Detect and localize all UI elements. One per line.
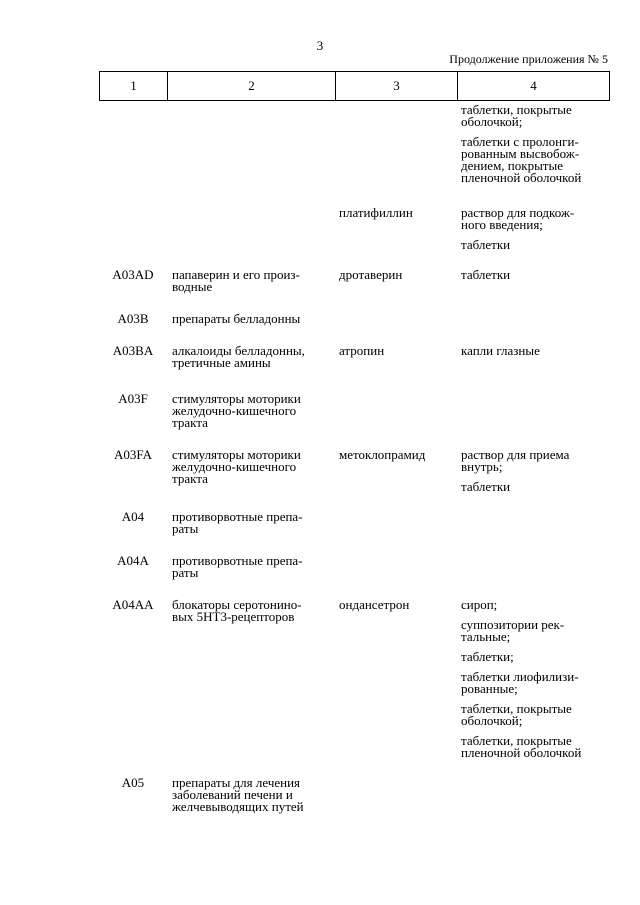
text-line: суппозитории рек- bbox=[461, 617, 565, 632]
atc-code: A03F bbox=[118, 391, 148, 406]
text-line: третичные амины bbox=[172, 355, 271, 370]
page-number: 3 bbox=[316, 38, 324, 53]
text-line: таблетки bbox=[461, 237, 511, 252]
text-line: противорвотные препа- bbox=[172, 509, 303, 524]
text-line: алкалоиды белладонны, bbox=[172, 343, 305, 358]
text-line: желудочно-кишечного bbox=[172, 459, 297, 474]
column-header-row bbox=[100, 72, 610, 101]
text-line: стимуляторы моторики bbox=[172, 391, 301, 406]
dosage-form-entry bbox=[461, 104, 611, 128]
dosage-form-entry bbox=[461, 599, 611, 611]
dosage-form-entry bbox=[461, 449, 611, 473]
text-line: таблетки; bbox=[461, 649, 514, 664]
text-line: оболочкой; bbox=[461, 114, 523, 129]
text-line: заболеваний печени и bbox=[172, 787, 293, 802]
text-line: рованным высвобож- bbox=[461, 146, 580, 161]
text-line: препараты белладонны bbox=[172, 311, 301, 326]
drug-name bbox=[339, 599, 454, 611]
text-line: противорвотные препа- bbox=[172, 553, 303, 568]
text-line: тракта bbox=[172, 471, 208, 486]
dosage-form-entry bbox=[461, 207, 611, 231]
column-header-3: 3 bbox=[336, 72, 458, 101]
text-line: атропин bbox=[339, 343, 385, 358]
dosage-form-entry bbox=[461, 619, 611, 643]
text-line: препараты для лечения bbox=[172, 775, 301, 790]
dosage-form-entry bbox=[461, 481, 611, 493]
text-line: желчевыводящих путей bbox=[172, 799, 304, 814]
text-line: метоклопрамид bbox=[339, 447, 426, 462]
dosage-forms bbox=[461, 207, 611, 251]
dosage-form-entry bbox=[461, 345, 611, 357]
text-line: пленочной оболочкой bbox=[461, 170, 582, 185]
text-line: раты bbox=[172, 521, 199, 536]
dosage-form-entry bbox=[461, 651, 611, 663]
group-name bbox=[172, 345, 332, 369]
text-line: капли глазные bbox=[461, 343, 540, 358]
text-line: дением, покрытые bbox=[461, 158, 563, 173]
text-line: рованные; bbox=[461, 681, 518, 696]
text-line: раствор для приема bbox=[461, 447, 570, 462]
drug-name bbox=[339, 269, 454, 281]
text-line: оболочкой; bbox=[461, 713, 523, 728]
text-line: раты bbox=[172, 565, 199, 580]
dosage-form-entry bbox=[461, 269, 611, 281]
column-header-1: 1 bbox=[100, 72, 168, 101]
atc-code: A03BA bbox=[112, 343, 154, 358]
text-line: водные bbox=[172, 279, 213, 294]
dosage-forms bbox=[461, 345, 611, 357]
text-line: блокаторы серотонино- bbox=[172, 597, 302, 612]
text-line: таблетки bbox=[461, 267, 511, 282]
text-line: ного введения; bbox=[461, 217, 543, 232]
group-name bbox=[172, 393, 332, 429]
group-name bbox=[172, 313, 332, 325]
text-line: платифиллин bbox=[339, 205, 413, 220]
dosage-forms bbox=[461, 104, 611, 184]
text-line: папаверин и его произ- bbox=[172, 267, 300, 282]
group-name bbox=[172, 449, 332, 485]
continuation-note: Продолжение приложения № 5 bbox=[449, 52, 608, 66]
text-line: таблетки с пролонги- bbox=[461, 134, 579, 149]
atc-code: A04 bbox=[121, 509, 145, 524]
dosage-forms bbox=[461, 449, 611, 493]
dosage-form-entry bbox=[461, 136, 611, 184]
text-line: таблетки, покрытые bbox=[461, 733, 572, 748]
text-line: таблетки, покрытые bbox=[461, 102, 572, 117]
column-header-2: 2 bbox=[168, 72, 336, 101]
atc-code: A03FA bbox=[113, 447, 153, 462]
column-header-table bbox=[99, 71, 610, 101]
atc-code: A04AA bbox=[112, 597, 154, 612]
drug-name bbox=[339, 207, 454, 219]
dosage-form-entry bbox=[461, 239, 611, 251]
atc-code: A03B bbox=[117, 311, 149, 326]
text-line: тракта bbox=[172, 415, 208, 430]
text-line: тальные; bbox=[461, 629, 511, 644]
text-line: сироп; bbox=[461, 597, 498, 612]
dosage-form-entry bbox=[461, 703, 611, 727]
text-line: ондансетрон bbox=[339, 597, 410, 612]
group-name bbox=[172, 777, 332, 813]
text-line: таблетки, покрытые bbox=[461, 701, 572, 716]
dosage-forms bbox=[461, 269, 611, 281]
atc-code: A04A bbox=[117, 553, 149, 568]
group-name bbox=[172, 511, 332, 535]
text-line: внутрь; bbox=[461, 459, 503, 474]
text-line: таблетки лиофилизи- bbox=[461, 669, 579, 684]
column-header-4: 4 bbox=[458, 72, 610, 101]
atc-code: A05 bbox=[121, 775, 145, 790]
text-line: таблетки bbox=[461, 479, 511, 494]
text-line: раствор для подкож- bbox=[461, 205, 575, 220]
drug-name bbox=[339, 449, 454, 461]
group-name bbox=[172, 555, 332, 579]
dosage-form-entry bbox=[461, 671, 611, 695]
dosage-form-entry bbox=[461, 735, 611, 759]
text-line: вых 5HT3-рецепторов bbox=[172, 609, 295, 624]
text-line: пленочной оболочкой bbox=[461, 745, 582, 760]
group-name bbox=[172, 269, 332, 293]
text-line: желудочно-кишечного bbox=[172, 403, 297, 418]
group-name bbox=[172, 599, 332, 623]
drug-name bbox=[339, 345, 454, 357]
text-line: стимуляторы моторики bbox=[172, 447, 301, 462]
text-line: дротаверин bbox=[339, 267, 403, 282]
dosage-forms bbox=[461, 599, 611, 759]
atc-code: A03AD bbox=[112, 267, 154, 282]
